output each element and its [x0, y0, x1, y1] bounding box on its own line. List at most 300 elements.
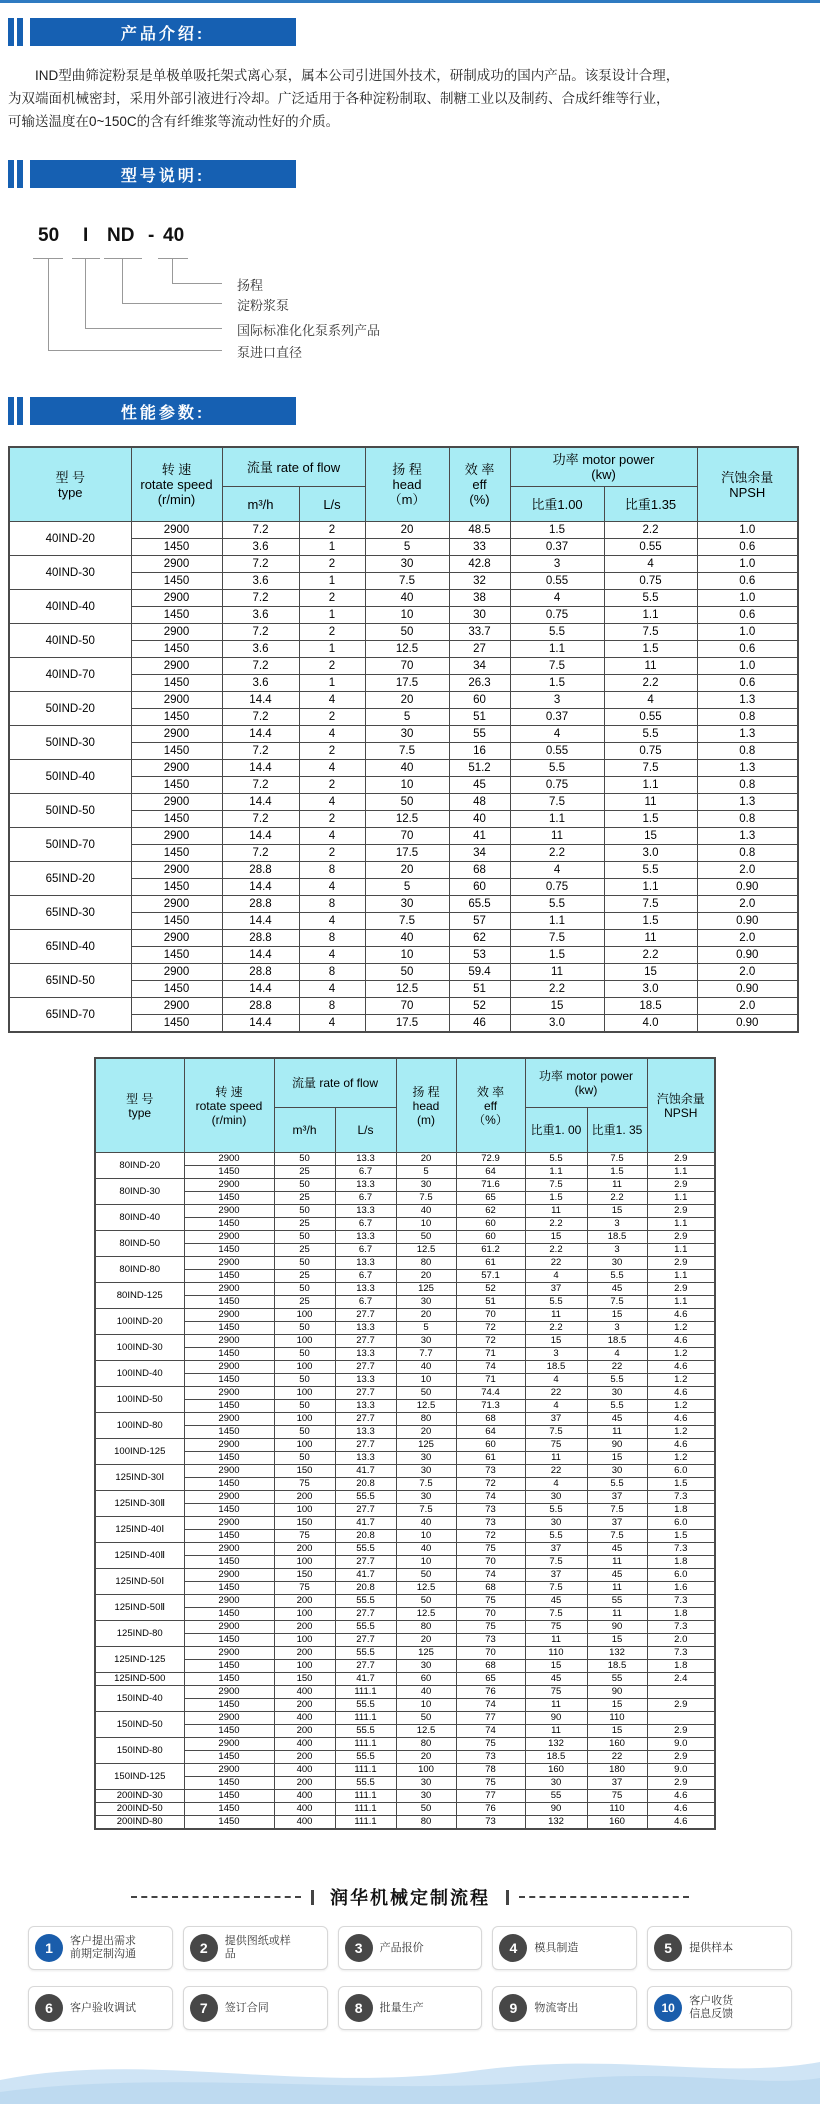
- value-cell: 2.2: [604, 675, 697, 692]
- value-cell: 30: [396, 1491, 456, 1504]
- value-cell: 0.90: [697, 947, 798, 964]
- value-cell: 2900: [184, 1231, 274, 1244]
- value-cell: 110: [587, 1803, 647, 1816]
- diagram-leader-line: [172, 283, 222, 284]
- value-cell: 111.1: [335, 1686, 396, 1699]
- value-cell: 7.3: [647, 1491, 715, 1504]
- value-cell: 150: [274, 1465, 335, 1478]
- value-cell: 2.9: [647, 1231, 715, 1244]
- value-cell: 74: [456, 1361, 525, 1374]
- value-cell: 4: [525, 1270, 587, 1283]
- model-type-cell: 200IND-50: [95, 1803, 184, 1816]
- value-cell: 7.2: [222, 709, 299, 726]
- model-type-cell: 80IND-80: [95, 1257, 184, 1283]
- header-stripe: [8, 18, 14, 46]
- value-cell: 7.5: [365, 743, 449, 760]
- value-cell: 30: [525, 1517, 587, 1530]
- table-row: [95, 1244, 715, 1257]
- value-cell: 50: [396, 1803, 456, 1816]
- value-cell: 30: [587, 1387, 647, 1400]
- value-cell: 7.2: [222, 522, 299, 539]
- value-cell: 1.1: [647, 1166, 715, 1179]
- value-cell: 13.3: [335, 1322, 396, 1335]
- value-cell: 34: [449, 845, 510, 862]
- table-row: [95, 1621, 715, 1634]
- value-cell: 4: [587, 1348, 647, 1361]
- value-cell: 2900: [184, 1764, 274, 1777]
- value-cell: 2.0: [697, 896, 798, 913]
- value-cell: 27.7: [335, 1335, 396, 1348]
- value-cell: 78: [456, 1764, 525, 1777]
- value-cell: 27.7: [335, 1556, 396, 1569]
- model-type-cell: 40IND-40: [9, 590, 131, 624]
- value-cell: 55.5: [335, 1621, 396, 1634]
- value-cell: 17.5: [365, 845, 449, 862]
- value-cell: 20: [396, 1634, 456, 1647]
- value-cell: 1450: [131, 1015, 222, 1033]
- value-cell: 55.5: [335, 1491, 396, 1504]
- diagram-label-series: 国际标准化化泵系列产品: [237, 323, 381, 338]
- value-cell: 70: [456, 1608, 525, 1621]
- value-cell: 1450: [184, 1166, 274, 1179]
- value-cell: 4: [604, 556, 697, 573]
- value-cell: 15: [525, 1335, 587, 1348]
- value-cell: 2900: [184, 1283, 274, 1296]
- value-cell: 1450: [184, 1400, 274, 1413]
- col-power: 功率 motor power (kw): [510, 447, 697, 487]
- table-row: [95, 1647, 715, 1660]
- model-type-cell: 200IND-80: [95, 1816, 184, 1830]
- value-cell: 1.5: [510, 947, 604, 964]
- value-cell: 4: [299, 879, 365, 896]
- value-cell: 50: [274, 1205, 335, 1218]
- value-cell: 60: [456, 1218, 525, 1231]
- value-cell: 73: [456, 1751, 525, 1764]
- value-cell: 7.5: [587, 1530, 647, 1543]
- value-cell: 8: [299, 896, 365, 913]
- value-cell: 111.1: [335, 1738, 396, 1751]
- value-cell: 2900: [184, 1257, 274, 1270]
- value-cell: 20.8: [335, 1530, 396, 1543]
- table-row: [95, 1543, 715, 1556]
- model-code-part: -: [148, 225, 155, 246]
- value-cell: 18.5: [587, 1660, 647, 1673]
- value-cell: 9.0: [647, 1738, 715, 1751]
- model-type-cell: 40IND-30: [9, 556, 131, 590]
- value-cell: 22: [525, 1387, 587, 1400]
- value-cell: 5.5: [525, 1504, 587, 1517]
- value-cell: 40: [365, 590, 449, 607]
- value-cell: 1450: [131, 675, 222, 692]
- table-row: [95, 1634, 715, 1647]
- value-cell: 200: [274, 1491, 335, 1504]
- value-cell: 7.5: [604, 760, 697, 777]
- step-label: 批量生产: [379, 2001, 424, 2014]
- value-cell: 71.3: [456, 1400, 525, 1413]
- value-cell: 2.2: [525, 1244, 587, 1257]
- value-cell: 73: [456, 1816, 525, 1830]
- value-cell: 0.55: [510, 573, 604, 590]
- value-cell: 0.8: [697, 811, 798, 828]
- value-cell: 72: [456, 1530, 525, 1543]
- value-cell: 30: [587, 1465, 647, 1478]
- value-cell: 14.4: [222, 913, 299, 930]
- header-stripe: [17, 18, 23, 46]
- model-section-header: [8, 160, 296, 188]
- step-number-badge: 6: [35, 1994, 63, 2022]
- value-cell: 72: [456, 1335, 525, 1348]
- diagram-tick: [158, 258, 188, 259]
- value-cell: 30: [396, 1296, 456, 1309]
- model-type-cell: 50IND-70: [9, 828, 131, 862]
- process-step: [647, 1926, 792, 1970]
- table-row: [95, 1738, 715, 1751]
- model-type-cell: 150IND-40: [95, 1686, 184, 1712]
- step-label: 提供样本: [689, 1941, 734, 1954]
- value-cell: 50: [274, 1400, 335, 1413]
- value-cell: 55.5: [335, 1595, 396, 1608]
- table-row: [95, 1751, 715, 1764]
- value-cell: 1450: [184, 1816, 274, 1830]
- value-cell: 6.7: [335, 1192, 396, 1205]
- value-cell: 30: [525, 1491, 587, 1504]
- value-cell: 2.2: [604, 522, 697, 539]
- table-row: [9, 964, 798, 981]
- value-cell: 28.8: [222, 862, 299, 879]
- value-cell: 11: [587, 1179, 647, 1192]
- process-step: [28, 1926, 173, 1970]
- value-cell: 1450: [184, 1426, 274, 1439]
- table-row: [95, 1595, 715, 1608]
- value-cell: 3.0: [604, 981, 697, 998]
- value-cell: 27.7: [335, 1608, 396, 1621]
- value-cell: 111.1: [335, 1790, 396, 1803]
- model-type-cell: 125IND-40Ⅰ: [95, 1517, 184, 1543]
- value-cell: 4: [525, 1400, 587, 1413]
- intro-line: IND型曲筛淀粉泵是单极单吸托架式离心泵，属本公司引进国外技术，研制成功的国内产品。该泵设计合理，: [35, 68, 680, 83]
- value-cell: 41.7: [335, 1517, 396, 1530]
- value-cell: 68: [456, 1582, 525, 1595]
- value-cell: 50: [396, 1595, 456, 1608]
- value-cell: 4.6: [647, 1361, 715, 1374]
- col-npsh: 汽蚀余量 NPSH: [647, 1058, 715, 1153]
- value-cell: 1450: [131, 607, 222, 624]
- value-cell: 1.1: [604, 777, 697, 794]
- value-cell: 5: [396, 1322, 456, 1335]
- process-step: [647, 1986, 792, 2030]
- value-cell: 80: [396, 1816, 456, 1830]
- value-cell: 1.2: [647, 1374, 715, 1387]
- value-cell: 2: [299, 777, 365, 794]
- value-cell: 7.5: [587, 1504, 647, 1517]
- title-bar: [506, 1890, 509, 1905]
- value-cell: 11: [510, 964, 604, 981]
- value-cell: 5: [365, 879, 449, 896]
- diagram-leader-line: [122, 258, 123, 303]
- value-cell: 73: [456, 1465, 525, 1478]
- value-cell: 50: [396, 1231, 456, 1244]
- process-step: [338, 1986, 483, 2030]
- value-cell: 400: [274, 1764, 335, 1777]
- value-cell: 41.7: [335, 1465, 396, 1478]
- value-cell: 1.2: [647, 1400, 715, 1413]
- value-cell: 7.3: [647, 1543, 715, 1556]
- value-cell: 2900: [184, 1569, 274, 1582]
- value-cell: 400: [274, 1686, 335, 1699]
- value-cell: 1.2: [647, 1322, 715, 1335]
- value-cell: 1.3: [697, 828, 798, 845]
- value-cell: 11: [525, 1205, 587, 1218]
- model-type-cell: 50IND-30: [9, 726, 131, 760]
- step-label: 客户验收调试: [70, 2001, 136, 2014]
- value-cell: 3.0: [604, 845, 697, 862]
- table-row: [95, 1686, 715, 1699]
- value-cell: 20.8: [335, 1582, 396, 1595]
- process-step: [28, 1986, 173, 2030]
- value-cell: 0.90: [697, 981, 798, 998]
- process-title: 润华机械定制流程: [330, 1888, 490, 1908]
- value-cell: 6.7: [335, 1270, 396, 1283]
- value-cell: 70: [365, 658, 449, 675]
- header-stripe: [8, 397, 14, 425]
- value-cell: 2900: [184, 1179, 274, 1192]
- value-cell: 34: [449, 658, 510, 675]
- step-label: 客户提出需求 前期定制沟通: [70, 1935, 136, 1960]
- value-cell: 65.5: [449, 896, 510, 913]
- value-cell: 2900: [131, 590, 222, 607]
- value-cell: 1.5: [525, 1192, 587, 1205]
- value-cell: 27.7: [335, 1439, 396, 1452]
- value-cell: 27: [449, 641, 510, 658]
- value-cell: 2: [299, 556, 365, 573]
- value-cell: 0.37: [510, 539, 604, 556]
- value-cell: 12.5: [396, 1725, 456, 1738]
- value-cell: 45: [587, 1413, 647, 1426]
- value-cell: 15: [587, 1452, 647, 1465]
- step-number-badge: 5: [654, 1934, 682, 1962]
- value-cell: 5.5: [525, 1530, 587, 1543]
- value-cell: 28.8: [222, 964, 299, 981]
- table-row: [95, 1166, 715, 1179]
- value-cell: 1.5: [647, 1530, 715, 1543]
- table2-body: [95, 1153, 715, 1830]
- value-cell: 1450: [184, 1582, 274, 1595]
- value-cell: 100: [274, 1439, 335, 1452]
- value-cell: 7.5: [510, 794, 604, 811]
- value-cell: 73: [456, 1634, 525, 1647]
- value-cell: 90: [525, 1712, 587, 1725]
- table-row: [9, 522, 798, 539]
- value-cell: 50: [274, 1322, 335, 1335]
- value-cell: 4: [299, 828, 365, 845]
- value-cell: 1: [299, 675, 365, 692]
- table-row: [9, 896, 798, 913]
- value-cell: 400: [274, 1712, 335, 1725]
- value-cell: 0.6: [697, 539, 798, 556]
- table-row: [95, 1699, 715, 1712]
- value-cell: 74: [456, 1725, 525, 1738]
- table-row: [95, 1348, 715, 1361]
- model-type-cell: 40IND-20: [9, 522, 131, 556]
- value-cell: 15: [587, 1205, 647, 1218]
- value-cell: 75: [456, 1595, 525, 1608]
- model-type-cell: 200IND-30: [95, 1790, 184, 1803]
- model-code-part: ND: [107, 225, 135, 246]
- value-cell: 30: [396, 1335, 456, 1348]
- value-cell: 7.5: [525, 1556, 587, 1569]
- step-number-badge: 1: [35, 1934, 63, 1962]
- value-cell: 55.5: [335, 1751, 396, 1764]
- value-cell: 42.8: [449, 556, 510, 573]
- value-cell: 1450: [131, 539, 222, 556]
- value-cell: 41.7: [335, 1569, 396, 1582]
- diagram-label-pump-type: 淀粉浆泵: [237, 298, 290, 313]
- value-cell: 2.2: [525, 1218, 587, 1231]
- model-type-cell: 80IND-30: [95, 1179, 184, 1205]
- value-cell: 15: [587, 1725, 647, 1738]
- value-cell: 0.90: [697, 879, 798, 896]
- value-cell: 20: [396, 1270, 456, 1283]
- value-cell: 3: [510, 556, 604, 573]
- value-cell: 1.3: [697, 794, 798, 811]
- value-cell: 5.5: [510, 760, 604, 777]
- value-cell: 2: [299, 811, 365, 828]
- value-cell: 200: [274, 1751, 335, 1764]
- value-cell: 32: [449, 573, 510, 590]
- value-cell: 13.3: [335, 1374, 396, 1387]
- step-label: 物流寄出: [534, 2001, 579, 2014]
- value-cell: 7.5: [525, 1582, 587, 1595]
- value-cell: 76: [456, 1803, 525, 1816]
- value-cell: 111.1: [335, 1712, 396, 1725]
- table-row: [95, 1790, 715, 1803]
- process-step: [183, 1986, 328, 2030]
- value-cell: 1450: [184, 1504, 274, 1517]
- value-cell: 16: [449, 743, 510, 760]
- col-power: 功率 motor power (kw): [525, 1058, 647, 1108]
- value-cell: 1.1: [604, 879, 697, 896]
- value-cell: 20: [396, 1426, 456, 1439]
- value-cell: 3: [587, 1218, 647, 1231]
- value-cell: 1450: [131, 777, 222, 794]
- value-cell: 111.1: [335, 1764, 396, 1777]
- model-type-cell: 50IND-40: [9, 760, 131, 794]
- value-cell: 2900: [184, 1361, 274, 1374]
- value-cell: 30: [365, 726, 449, 743]
- model-type-cell: 125IND-125: [95, 1647, 184, 1673]
- value-cell: 27.7: [335, 1309, 396, 1322]
- value-cell: 14.4: [222, 981, 299, 998]
- value-cell: 7.5: [365, 573, 449, 590]
- table-row: [95, 1335, 715, 1348]
- value-cell: 1.8: [647, 1504, 715, 1517]
- value-cell: 100: [274, 1608, 335, 1621]
- model-type-cell: 125IND-50Ⅱ: [95, 1595, 184, 1621]
- value-cell: 6.7: [335, 1218, 396, 1231]
- value-cell: 1: [299, 607, 365, 624]
- value-cell: 30: [365, 556, 449, 573]
- value-cell: 2.9: [647, 1725, 715, 1738]
- value-cell: 60: [456, 1231, 525, 1244]
- value-cell: 200: [274, 1595, 335, 1608]
- value-cell: 1.3: [697, 760, 798, 777]
- col-speed: 转 速 rotate speed (r/min): [131, 447, 222, 522]
- value-cell: 14.4: [222, 726, 299, 743]
- value-cell: 7.5: [510, 930, 604, 947]
- value-cell: 38: [449, 590, 510, 607]
- value-cell: 55.5: [335, 1777, 396, 1790]
- value-cell: 2.2: [604, 947, 697, 964]
- process-steps-row-1: [28, 1926, 792, 1970]
- value-cell: 2: [299, 624, 365, 641]
- value-cell: 14.4: [222, 828, 299, 845]
- value-cell: 4: [510, 862, 604, 879]
- value-cell: 10: [365, 607, 449, 624]
- model-type-cell: 100IND-50: [95, 1387, 184, 1413]
- value-cell: 7.2: [222, 624, 299, 641]
- model-type-cell: 65IND-30: [9, 896, 131, 930]
- performance-title: 性能参数:: [30, 397, 296, 425]
- value-cell: 50: [274, 1231, 335, 1244]
- value-cell: 20: [365, 522, 449, 539]
- value-cell: 28.8: [222, 930, 299, 947]
- step-number-badge: 9: [499, 1994, 527, 2022]
- value-cell: 14.4: [222, 947, 299, 964]
- value-cell: 125: [396, 1283, 456, 1296]
- diagram-leader-line: [48, 258, 49, 350]
- value-cell: 12.5: [365, 641, 449, 658]
- value-cell: 3: [587, 1244, 647, 1257]
- value-cell: 5.5: [604, 726, 697, 743]
- value-cell: 22: [525, 1465, 587, 1478]
- value-cell: 2900: [131, 998, 222, 1015]
- value-cell: 14.4: [222, 794, 299, 811]
- table-row: [9, 760, 798, 777]
- value-cell: 6.7: [335, 1166, 396, 1179]
- value-cell: 2: [299, 743, 365, 760]
- value-cell: 2.0: [697, 862, 798, 879]
- value-cell: 51.2: [449, 760, 510, 777]
- value-cell: 400: [274, 1790, 335, 1803]
- value-cell: 1450: [131, 947, 222, 964]
- value-cell: 2900: [184, 1335, 274, 1348]
- value-cell: 0.75: [510, 607, 604, 624]
- model-type-cell: 50IND-50: [9, 794, 131, 828]
- value-cell: 5.5: [587, 1374, 647, 1387]
- value-cell: 2.0: [697, 998, 798, 1015]
- value-cell: 50: [274, 1179, 335, 1192]
- value-cell: 40: [396, 1361, 456, 1374]
- value-cell: 1450: [131, 709, 222, 726]
- value-cell: 1.0: [697, 556, 798, 573]
- value-cell: 7.3: [647, 1621, 715, 1634]
- col-flow: 流量 rate of flow: [274, 1058, 396, 1108]
- value-cell: 2900: [184, 1738, 274, 1751]
- value-cell: 0.6: [697, 607, 798, 624]
- col-flow-m3h: m³/h: [222, 487, 299, 522]
- value-cell: 12.5: [396, 1582, 456, 1595]
- value-cell: 5.5: [587, 1270, 647, 1283]
- value-cell: 1450: [131, 913, 222, 930]
- value-cell: 100: [274, 1660, 335, 1673]
- value-cell: 74: [456, 1699, 525, 1712]
- step-label: 产品报价: [379, 1941, 424, 1954]
- table-row: [95, 1569, 715, 1582]
- table-row: [95, 1322, 715, 1335]
- value-cell: 7.2: [222, 811, 299, 828]
- col-head: 扬 程 head （m）: [365, 447, 449, 522]
- value-cell: 4.6: [647, 1309, 715, 1322]
